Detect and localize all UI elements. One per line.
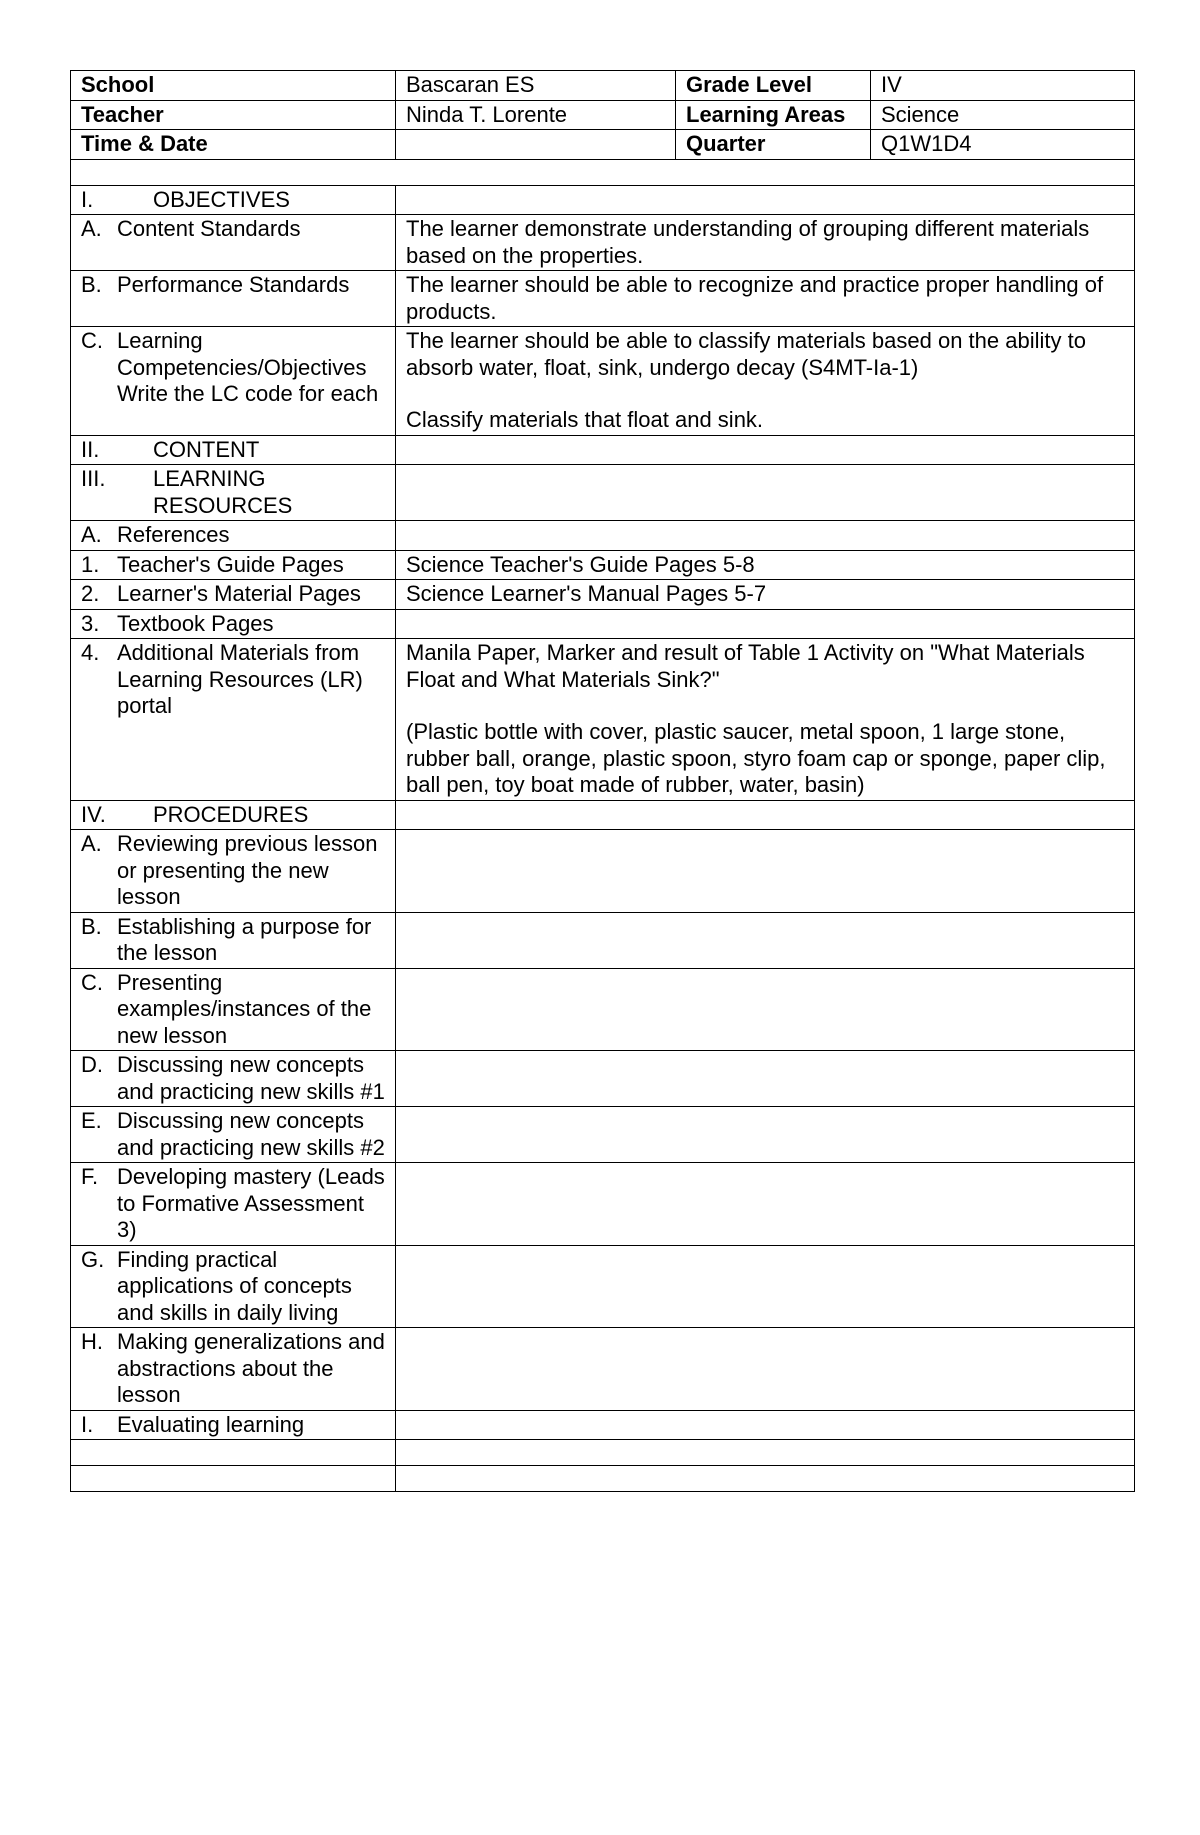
learners-material-row xyxy=(71,580,1135,610)
procedure-value xyxy=(396,1107,1135,1163)
school-value: Bascaran ES xyxy=(396,71,676,101)
item-letter: C. xyxy=(81,328,103,353)
item-label: Discussing new concepts and practicing new skills #2 xyxy=(117,1108,385,1160)
item-label: Additional Materials from Learning Resources (LR) portal xyxy=(117,640,363,718)
procedure-value xyxy=(396,1163,1135,1246)
procedure-row xyxy=(71,1245,1135,1328)
empty-row xyxy=(71,1466,1135,1492)
item-number: 4. xyxy=(81,640,100,665)
textbook-row xyxy=(71,609,1135,639)
item-number: 3. xyxy=(81,610,100,636)
item-letter: F. xyxy=(81,1164,99,1189)
procedure-row xyxy=(71,1328,1135,1411)
performance-standards-label xyxy=(71,271,396,327)
competencies-label xyxy=(71,327,396,436)
textbook-label xyxy=(71,609,396,639)
procedure-row xyxy=(71,1051,1135,1107)
objectives-value xyxy=(396,185,1135,215)
section-number: III. xyxy=(81,466,106,491)
item-letter: D. xyxy=(81,1052,103,1077)
resources-row xyxy=(71,465,1135,521)
teachers-guide-label xyxy=(71,550,396,580)
additional-materials-row xyxy=(71,639,1135,801)
procedures-value xyxy=(396,800,1135,830)
content-standards-value: The learner demonstrate understanding of grouping different materials based on the properties. xyxy=(396,215,1135,271)
spacer-cell xyxy=(71,159,1135,185)
section-number: II. xyxy=(81,436,100,462)
procedure-label xyxy=(71,1107,396,1163)
item-label: Presenting examples/instances of the new lesson xyxy=(117,969,372,1048)
item-label: Making generalizations and abstractions about the lesson xyxy=(117,1329,385,1407)
procedure-label xyxy=(71,1328,396,1411)
resources-value xyxy=(396,465,1135,521)
item-label: Reviewing previous lesson or presenting the new lesson xyxy=(117,831,378,909)
header-row-time xyxy=(71,130,1135,160)
quarter-value: Q1W1D4 xyxy=(871,130,1135,160)
procedure-value xyxy=(396,1245,1135,1328)
item-letter: A. xyxy=(81,216,102,241)
item-label: Finding practical applications of concepts and skills in daily living xyxy=(117,1246,352,1325)
competencies-row xyxy=(71,327,1135,436)
spacer-row xyxy=(71,159,1135,185)
content-standards-row xyxy=(71,215,1135,271)
item-letter: G. xyxy=(81,1246,105,1272)
item-label: Discussing new concepts and practicing new skills #1 xyxy=(117,1052,385,1104)
learners-material-value: Science Learner's Manual Pages 5-7 xyxy=(396,580,1135,610)
procedure-row xyxy=(71,1163,1135,1246)
procedure-value xyxy=(396,1410,1135,1440)
content-row xyxy=(71,435,1135,465)
item-letter: E. xyxy=(81,1108,102,1133)
item-label: Textbook Pages xyxy=(117,610,274,636)
procedure-value xyxy=(396,912,1135,968)
learning-areas-value: Science xyxy=(871,100,1135,130)
competency-objective: Classify materials that float and sink. xyxy=(406,407,764,432)
textbook-value xyxy=(396,609,1135,639)
section-number: I. xyxy=(81,186,94,212)
school-label: School xyxy=(71,71,396,101)
additional-materials-label xyxy=(71,639,396,801)
procedure-label xyxy=(71,1163,396,1246)
procedure-value xyxy=(396,968,1135,1051)
procedure-label xyxy=(71,912,396,968)
header-row-school xyxy=(71,71,1135,101)
time-date-label: Time & Date xyxy=(71,130,396,160)
quarter-label: Quarter xyxy=(676,130,871,160)
item-number: 1. xyxy=(81,551,100,577)
teachers-guide-row xyxy=(71,550,1135,580)
procedure-value xyxy=(396,830,1135,913)
item-label: References xyxy=(117,522,230,547)
item-label: Performance Standards xyxy=(117,272,350,297)
item-letter: A. xyxy=(81,522,102,547)
learning-areas-label: Learning Areas xyxy=(676,100,871,130)
item-letter: H. xyxy=(81,1329,103,1354)
references-label xyxy=(71,521,396,551)
header-row-teacher xyxy=(71,100,1135,130)
competencies-value xyxy=(396,327,1135,436)
item-letter: B. xyxy=(81,272,102,297)
paragraph-gap xyxy=(406,381,1126,407)
content-standards-label xyxy=(71,215,396,271)
resources-heading xyxy=(71,465,396,521)
item-letter: B. xyxy=(81,913,102,939)
empty-cell xyxy=(396,1440,1135,1466)
procedure-row xyxy=(71,912,1135,968)
empty-cell xyxy=(396,1466,1135,1492)
section-number: IV. xyxy=(81,801,106,827)
materials-summary: Manila Paper, Marker and result of Table 1 Activity on "What Materials Float and What Materials Sink?" xyxy=(406,640,1085,692)
procedure-row xyxy=(71,968,1135,1051)
teachers-guide-value: Science Teacher's Guide Pages 5-8 xyxy=(396,550,1135,580)
grade-level-label: Grade Level xyxy=(676,71,871,101)
objectives-heading xyxy=(71,185,396,215)
performance-standards-value: The learner should be able to recognize and practice proper handling of products. xyxy=(396,271,1135,327)
empty-row xyxy=(71,1440,1135,1466)
section-title: PROCEDURES xyxy=(153,801,309,827)
objectives-row xyxy=(71,185,1135,215)
section-title: LEARNING RESOURCES xyxy=(153,466,293,518)
item-letter: A. xyxy=(81,831,102,856)
item-number: 2. xyxy=(81,581,100,606)
competency-text: The learner should be able to classify materials based on the ability to absorb water, float, sink, undergo decay (S4MT-Ia-1) xyxy=(406,328,1086,380)
references-value xyxy=(396,521,1135,551)
procedure-label xyxy=(71,968,396,1051)
paragraph-gap xyxy=(406,693,1126,719)
references-row xyxy=(71,521,1135,551)
lesson-plan-table xyxy=(70,70,1135,1492)
empty-cell xyxy=(71,1466,396,1492)
item-label: Learning Competencies/Objectives Write the LC code for each xyxy=(117,328,379,406)
learners-material-label xyxy=(71,580,396,610)
procedure-row xyxy=(71,1107,1135,1163)
procedure-row xyxy=(71,830,1135,913)
item-label: Evaluating learning xyxy=(117,1411,305,1437)
procedure-label xyxy=(71,830,396,913)
materials-list: (Plastic bottle with cover, plastic saucer, metal spoon, 1 large stone, rubber ball, orange, plastic spoon, styro foam cap or sponge, paper clip, ball pen, toy boat made of rubber, water, basin) xyxy=(406,719,1106,797)
section-title: OBJECTIVES xyxy=(153,186,290,212)
performance-standards-row xyxy=(71,271,1135,327)
additional-materials-value xyxy=(396,639,1135,801)
procedures-heading xyxy=(71,800,396,830)
item-label: Content Standards xyxy=(117,216,301,241)
item-label: Learner's Material Pages xyxy=(117,581,361,606)
procedure-label xyxy=(71,1245,396,1328)
item-label: Establishing a purpose for the lesson xyxy=(117,913,372,965)
item-letter: I. xyxy=(81,1411,94,1437)
procedure-label xyxy=(71,1410,396,1440)
item-letter: C. xyxy=(81,969,103,995)
procedure-row xyxy=(71,1410,1135,1440)
procedure-value xyxy=(396,1051,1135,1107)
content-heading xyxy=(71,435,396,465)
procedure-value xyxy=(396,1328,1135,1411)
item-label: Developing mastery (Leads to Formative Assessment 3) xyxy=(117,1164,385,1242)
empty-cell xyxy=(71,1440,396,1466)
grade-level-value: IV xyxy=(871,71,1135,101)
teacher-value: Ninda T. Lorente xyxy=(396,100,676,130)
section-title: CONTENT xyxy=(153,436,260,462)
content-value xyxy=(396,435,1135,465)
procedure-label xyxy=(71,1051,396,1107)
time-date-value xyxy=(396,130,676,160)
procedures-row xyxy=(71,800,1135,830)
teacher-label: Teacher xyxy=(71,100,396,130)
item-label: Teacher's Guide Pages xyxy=(117,551,344,577)
